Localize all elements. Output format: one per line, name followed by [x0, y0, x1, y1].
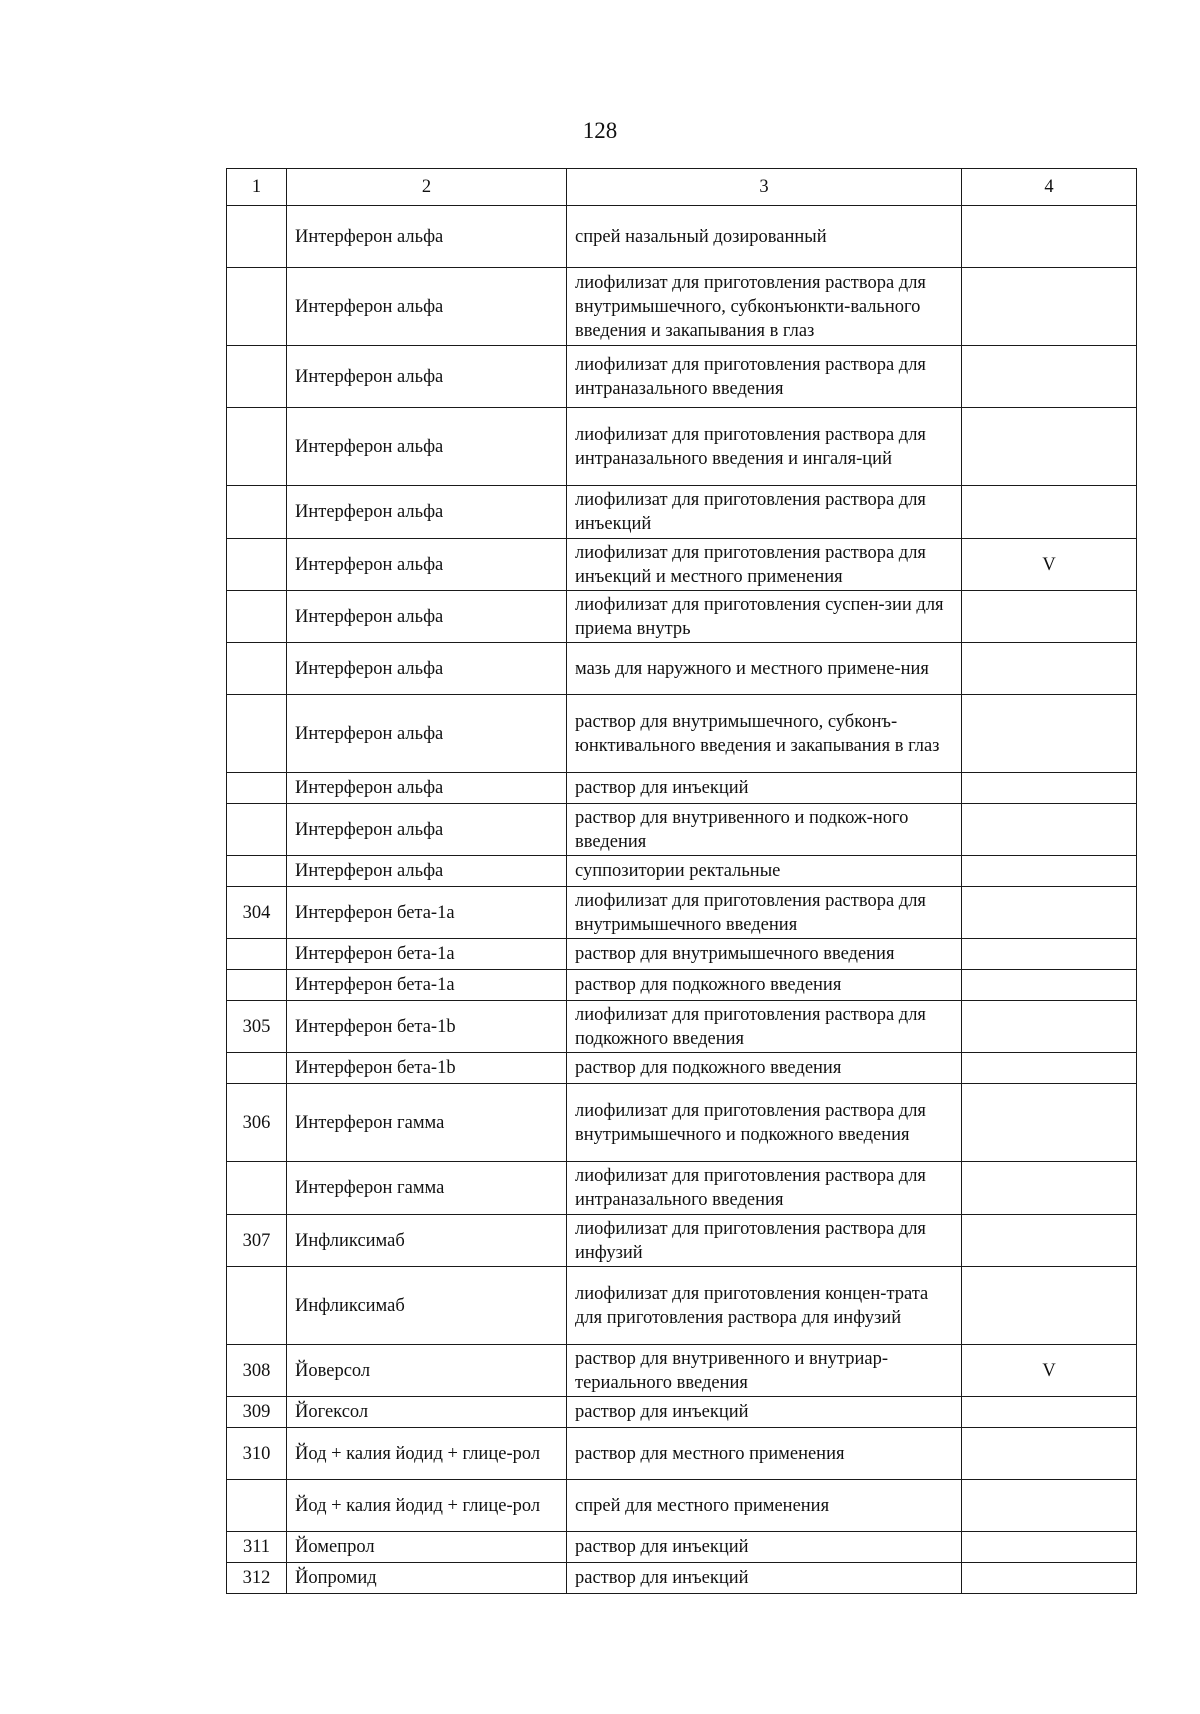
dosage-form-cell: лиофилизат для приготовления раствора для инъекций и местного применения — [567, 539, 962, 591]
mark-cell — [962, 1001, 1137, 1053]
mark-cell — [962, 1480, 1137, 1532]
drug-name-cell: Йопромид — [287, 1563, 567, 1594]
table-row — [227, 773, 1137, 804]
row-number-cell — [227, 939, 287, 970]
drug-name-cell: Йод + калия йодид + глице-рол — [287, 1480, 567, 1532]
table-row — [227, 643, 1137, 695]
row-number-cell — [227, 1480, 287, 1532]
row-number-cell: 307 — [227, 1215, 287, 1267]
drug-name-cell: Интерферон альфа — [287, 695, 567, 773]
mark-cell — [962, 1215, 1137, 1267]
row-number-cell — [227, 970, 287, 1001]
row-number-cell — [227, 695, 287, 773]
drug-name-cell: Интерферон альфа — [287, 268, 567, 346]
column-header-3: 3 — [567, 169, 962, 206]
row-number-cell: 308 — [227, 1345, 287, 1397]
dosage-form-cell: раствор для местного применения — [567, 1428, 962, 1480]
table-row — [227, 939, 1137, 970]
drug-name-cell: Интерферон альфа — [287, 408, 567, 486]
row-number-cell — [227, 773, 287, 804]
drug-table — [226, 168, 1137, 1594]
drug-name-cell: Интерферон бета-1a — [287, 887, 567, 939]
table-row — [227, 1001, 1137, 1053]
dosage-form-cell: лиофилизат для приготовления раствора для внутримышечного введения — [567, 887, 962, 939]
table-row — [227, 1345, 1137, 1397]
mark-cell — [962, 970, 1137, 1001]
mark-cell — [962, 939, 1137, 970]
dosage-form-cell: спрей для местного применения — [567, 1480, 962, 1532]
mark-cell — [962, 1532, 1137, 1563]
drug-name-cell: Инфликсимаб — [287, 1215, 567, 1267]
dosage-form-cell: спрей назальный дозированный — [567, 206, 962, 268]
page-number: 128 — [582, 118, 618, 143]
dosage-form-cell: раствор для внутримышечного, субконъ-юнктивального введения и закапывания в глаз — [567, 695, 962, 773]
row-number-cell — [227, 856, 287, 887]
table-row — [227, 1532, 1137, 1563]
row-number-cell — [227, 206, 287, 268]
row-number-cell — [227, 408, 287, 486]
drug-name-cell: Интерферон альфа — [287, 486, 567, 539]
column-header-4: 4 — [962, 169, 1137, 206]
drug-name-cell: Интерферон бета-1a — [287, 939, 567, 970]
table-row — [227, 591, 1137, 643]
table-header-row — [227, 169, 1137, 206]
drug-name-cell: Интерферон гамма — [287, 1084, 567, 1162]
row-number-cell: 312 — [227, 1563, 287, 1594]
mark-cell — [962, 1053, 1137, 1084]
dosage-form-cell: лиофилизат для приготовления концен-трата для приготовления раствора для инфузий — [567, 1267, 962, 1345]
dosage-form-cell: раствор для инъекций — [567, 1563, 962, 1594]
table-row — [227, 804, 1137, 856]
mark-cell — [962, 1397, 1137, 1428]
row-number-cell: 309 — [227, 1397, 287, 1428]
mark-cell — [962, 773, 1137, 804]
dosage-form-cell: лиофилизат для приготовления раствора для подкожного введения — [567, 1001, 962, 1053]
dosage-form-cell: раствор для внутривенного и внутриар-териального введения — [567, 1345, 962, 1397]
mark-cell — [962, 804, 1137, 856]
mark-cell — [962, 346, 1137, 408]
drug-name-cell: Йоверсол — [287, 1345, 567, 1397]
table-row — [227, 1267, 1137, 1345]
table-row — [227, 486, 1137, 539]
row-number-cell: 305 — [227, 1001, 287, 1053]
table-row — [227, 1397, 1137, 1428]
mark-cell — [962, 887, 1137, 939]
dosage-form-cell: раствор для подкожного введения — [567, 970, 962, 1001]
mark-cell — [962, 1563, 1137, 1594]
drug-name-cell: Интерферон альфа — [287, 804, 567, 856]
table-row — [227, 268, 1137, 346]
drug-name-cell: Интерферон альфа — [287, 346, 567, 408]
table-row — [227, 887, 1137, 939]
table-row — [227, 856, 1137, 887]
row-number-cell — [227, 539, 287, 591]
drug-name-cell: Интерферон бета-1b — [287, 1053, 567, 1084]
mark-cell — [962, 408, 1137, 486]
row-number-cell — [227, 1267, 287, 1345]
mark-cell — [962, 206, 1137, 268]
mark-cell: V — [962, 1345, 1137, 1397]
mark-cell — [962, 643, 1137, 695]
dosage-form-cell: лиофилизат для приготовления раствора для инфузий — [567, 1215, 962, 1267]
mark-cell — [962, 1267, 1137, 1345]
drug-name-cell: Интерферон альфа — [287, 856, 567, 887]
table-row — [227, 1053, 1137, 1084]
dosage-form-cell: раствор для внутривенного и подкож-ного введения — [567, 804, 962, 856]
table-row — [227, 1563, 1137, 1594]
row-number-cell: 311 — [227, 1532, 287, 1563]
dosage-form-cell: раствор для инъекций — [567, 1397, 962, 1428]
column-header-1: 1 — [227, 169, 287, 206]
drug-name-cell: Йод + калия йодид + глице-рол — [287, 1428, 567, 1480]
row-number-cell: 304 — [227, 887, 287, 939]
mark-cell — [962, 591, 1137, 643]
mark-cell: V — [962, 539, 1137, 591]
drug-name-cell: Интерферон альфа — [287, 206, 567, 268]
drug-name-cell: Интерферон альфа — [287, 591, 567, 643]
table-row — [227, 1428, 1137, 1480]
mark-cell — [962, 856, 1137, 887]
table-row — [227, 206, 1137, 268]
table-row — [227, 695, 1137, 773]
mark-cell — [962, 1428, 1137, 1480]
dosage-form-cell: лиофилизат для приготовления раствора для инъекций — [567, 486, 962, 539]
mark-cell — [962, 268, 1137, 346]
row-number-cell: 310 — [227, 1428, 287, 1480]
drug-name-cell: Интерферон бета-1a — [287, 970, 567, 1001]
column-header-2: 2 — [287, 169, 567, 206]
row-number-cell — [227, 643, 287, 695]
row-number-cell: 306 — [227, 1084, 287, 1162]
table-row — [227, 1215, 1137, 1267]
drug-name-cell: Интерферон бета-1b — [287, 1001, 567, 1053]
drug-name-cell: Йогексол — [287, 1397, 567, 1428]
row-number-cell — [227, 346, 287, 408]
row-number-cell — [227, 1053, 287, 1084]
dosage-form-cell: лиофилизат для приготовления раствора для интраназального введения — [567, 346, 962, 408]
row-number-cell — [227, 804, 287, 856]
dosage-form-cell: раствор для внутримышечного введения — [567, 939, 962, 970]
table-row — [227, 1480, 1137, 1532]
row-number-cell — [227, 268, 287, 346]
drug-name-cell: Йомепрол — [287, 1532, 567, 1563]
dosage-form-cell: лиофилизат для приготовления раствора для интраназального введения и ингаля-ций — [567, 408, 962, 486]
dosage-form-cell: мазь для наружного и местного примене-ния — [567, 643, 962, 695]
drug-name-cell: Интерферон альфа — [287, 773, 567, 804]
row-number-cell — [227, 486, 287, 539]
table-row — [227, 970, 1137, 1001]
drug-name-cell: Интерферон альфа — [287, 643, 567, 695]
table-row — [227, 539, 1137, 591]
dosage-form-cell: раствор для инъекций — [567, 773, 962, 804]
dosage-form-cell: лиофилизат для приготовления раствора для интраназального введения — [567, 1162, 962, 1215]
dosage-form-cell: суппозитории ректальные — [567, 856, 962, 887]
drug-name-cell: Интерферон гамма — [287, 1162, 567, 1215]
drug-name-cell: Интерферон альфа — [287, 539, 567, 591]
dosage-form-cell: лиофилизат для приготовления раствора для внутримышечного и подкожного введения — [567, 1084, 962, 1162]
mark-cell — [962, 695, 1137, 773]
table-row — [227, 346, 1137, 408]
row-number-cell — [227, 591, 287, 643]
drug-name-cell: Инфликсимаб — [287, 1267, 567, 1345]
table-row — [227, 1162, 1137, 1215]
mark-cell — [962, 1162, 1137, 1215]
row-number-cell — [227, 1162, 287, 1215]
table-row — [227, 1084, 1137, 1162]
dosage-form-cell: раствор для подкожного введения — [567, 1053, 962, 1084]
dosage-form-cell: лиофилизат для приготовления раствора для внутримышечного, субконъюнкти-вального введения и закапывания в глаз — [567, 268, 962, 346]
table-row — [227, 408, 1137, 486]
mark-cell — [962, 1084, 1137, 1162]
dosage-form-cell: раствор для инъекций — [567, 1532, 962, 1563]
dosage-form-cell: лиофилизат для приготовления суспен-зии для приема внутрь — [567, 591, 962, 643]
mark-cell — [962, 486, 1137, 539]
